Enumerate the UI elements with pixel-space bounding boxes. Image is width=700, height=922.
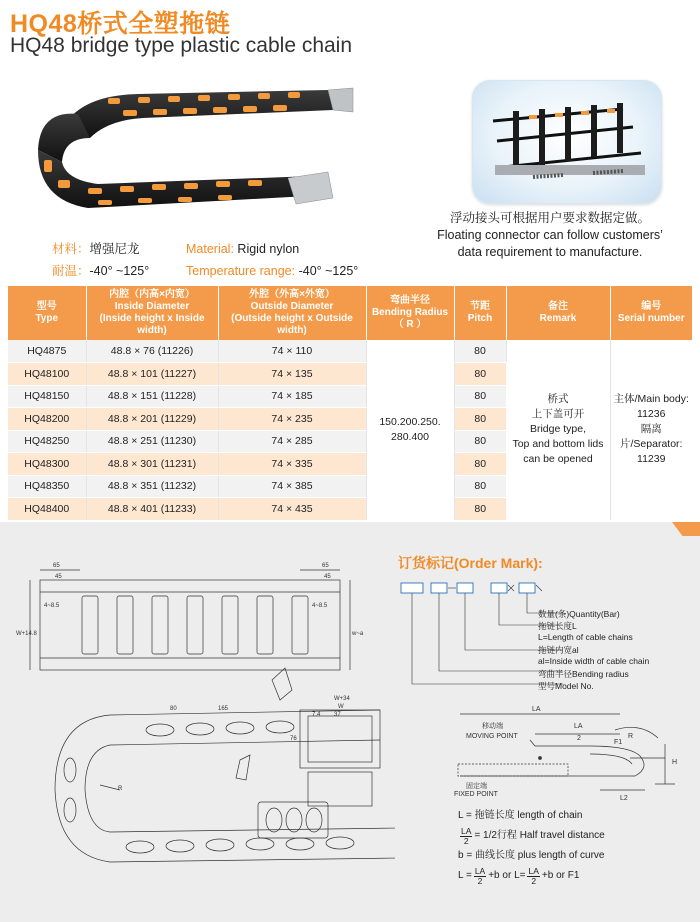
cell-inside: 48.8 × 76 (11226)	[86, 340, 218, 363]
order-width-cn: 拖链内宽al	[538, 645, 579, 655]
legend	[458, 806, 605, 886]
dim-w148: W+14.8	[16, 631, 37, 637]
cell-serial: 主体/Main body: 11236 隔离片/Separator: 11239	[610, 340, 692, 520]
cell-bending-radius: 150.200.250. 280.400	[366, 340, 454, 520]
order-length-en: L=Length of cable chains	[538, 632, 633, 642]
dim-65-right: 65	[322, 563, 329, 569]
cell-outside: 74 × 135	[218, 363, 366, 386]
dim-wa: w~a	[352, 631, 364, 637]
label-la-half-num: LA	[574, 723, 583, 730]
dim-80: 80	[170, 706, 177, 712]
label-f1: F1	[614, 739, 623, 746]
dim-65-left: 65	[53, 563, 60, 569]
label-fixed-en: FIXED POINT	[454, 791, 498, 798]
label-la-half-den: 2	[577, 735, 581, 742]
th-outside: 外腔（外高×外宽） Outside Diameter (Outside height x Outside width)	[218, 286, 366, 340]
legend-la2: $\frac{LA}{2}$ = 1/2行程 Half travel distance	[461, 825, 605, 846]
cell-type: HQ48150	[8, 385, 86, 408]
temp-label-cn: 耐温：	[52, 264, 90, 278]
cell-type: HQ48300	[8, 453, 86, 476]
dim-w: W	[338, 704, 344, 710]
dim-r: R	[118, 786, 123, 792]
note-cn: 浮动接头可根据用户要求数据定做。	[449, 211, 650, 225]
label-la: LA	[532, 706, 541, 713]
cell-outside: 74 × 235	[218, 408, 366, 431]
label-r: R	[628, 733, 634, 740]
dim-74: 7.4	[312, 712, 321, 718]
note-en-1: Floating connector can follow customers’	[437, 228, 663, 242]
th-bending: 弯曲半径 Bending Radius （ R ）	[366, 286, 454, 340]
floating-connector-photo	[472, 80, 662, 204]
th-serial: 编号 Serial number	[610, 286, 692, 340]
cell-inside: 48.8 × 301 (11231)	[86, 453, 218, 476]
cell-pitch: 80	[454, 453, 506, 476]
material-cn	[52, 238, 149, 282]
temp-value-en: -40° ~125°	[298, 264, 359, 278]
material-value-cn: 增强尼龙	[89, 242, 140, 256]
dim-37: 37	[334, 712, 341, 718]
dim-4-85-left: 4~8.5	[44, 603, 60, 609]
label-l2: L2	[620, 795, 628, 802]
cell-outside: 74 × 435	[218, 498, 366, 521]
temp-value-cn: -40° ~125°	[89, 264, 150, 278]
cell-remark: 桥式 上下盖可开 Bridge type, Top and bottom lids can be opened	[506, 340, 610, 520]
cell-inside: 48.8 × 351 (11232)	[86, 475, 218, 498]
cell-type: HQ48350	[8, 475, 86, 498]
dim-45-right: 45	[324, 574, 331, 580]
th-type: 型号 Type	[8, 286, 86, 340]
cell-pitch: 80	[454, 475, 506, 498]
material-value-en: Rigid nylon	[237, 242, 300, 256]
label-moving-cn: 移动端	[482, 723, 503, 730]
cell-pitch: 80	[454, 498, 506, 521]
dim-45-left: 45	[55, 574, 62, 580]
label-fixed-cn: 固定端	[466, 783, 487, 790]
dim-w34: W+34	[334, 696, 350, 702]
floating-connector-note	[415, 210, 685, 261]
order-model: 型号Model No.	[538, 681, 594, 691]
order-length-cn: 拖链长度L	[538, 621, 577, 631]
technical-drawing	[0, 540, 395, 922]
th-pitch: 节距 Pitch	[454, 286, 506, 340]
table-row	[8, 340, 692, 363]
cell-outside: 74 × 285	[218, 430, 366, 453]
label-moving-en: MOVING POINT	[466, 733, 518, 740]
legend-l: L = 拖链长度 length of chain	[458, 810, 583, 821]
cell-outside: 74 × 385	[218, 475, 366, 498]
dim-165: 165	[218, 706, 229, 712]
cell-pitch: 80	[454, 340, 506, 363]
cell-pitch: 80	[454, 385, 506, 408]
table-header-row	[8, 286, 692, 340]
cell-outside: 74 × 335	[218, 453, 366, 476]
material-label-en: Material:	[186, 242, 234, 256]
note-en-2: data requirement to manufacture.	[457, 245, 643, 259]
page-title-en: HQ48 bridge type plastic cable chain	[10, 34, 353, 57]
cell-type: HQ48250	[8, 430, 86, 453]
travel-diagram	[440, 700, 695, 805]
order-quantity: 数量(条)Quantity(Bar)	[538, 609, 620, 619]
legend-b: b = 曲线长度 plus length of curve	[458, 850, 605, 861]
cell-inside: 48.8 × 101 (11227)	[86, 363, 218, 386]
material-label-cn: 材料：	[52, 242, 90, 256]
cell-outside: 74 × 185	[218, 385, 366, 408]
cell-pitch: 80	[454, 430, 506, 453]
cell-inside: 48.8 × 201 (11229)	[86, 408, 218, 431]
legend-formula: L = $\frac{LA}{2}$ +b or L= $\frac{LA}{2}$ +b or F1	[458, 865, 580, 886]
cell-type: HQ48100	[8, 363, 86, 386]
cell-type: HQ4875	[8, 340, 86, 363]
cell-inside: 48.8 × 401 (11233)	[86, 498, 218, 521]
cell-type: HQ48400	[8, 498, 86, 521]
cell-inside: 48.8 × 251 (11230)	[86, 430, 218, 453]
cell-inside: 48.8 × 151 (11228)	[86, 385, 218, 408]
order-mark-title: 订货标记(Order Mark):	[398, 555, 543, 571]
cell-outside: 74 × 110	[218, 340, 366, 363]
order-radius: 弯曲半径Bending radius	[538, 669, 629, 679]
cable-chain-photo	[28, 80, 358, 230]
dim-4-85-right: 4~8.5	[312, 603, 328, 609]
label-h: H	[672, 759, 678, 766]
temp-label-en: Temperature range:	[186, 264, 296, 278]
cell-pitch: 80	[454, 363, 506, 386]
order-width-en: al=Inside width of cable chain	[538, 656, 650, 666]
dim-76: 76	[290, 736, 297, 742]
cell-pitch: 80	[454, 408, 506, 431]
th-inside: 内腔（内高×内宽） Inside Diameter (Inside height x Inside width)	[86, 286, 218, 340]
th-remark: 备注 Remark	[506, 286, 610, 340]
spec-table	[8, 286, 692, 521]
material-en	[186, 238, 358, 282]
cell-type: HQ48200	[8, 408, 86, 431]
page-title-cn: HQ48桥式全塑拖链	[10, 10, 231, 38]
